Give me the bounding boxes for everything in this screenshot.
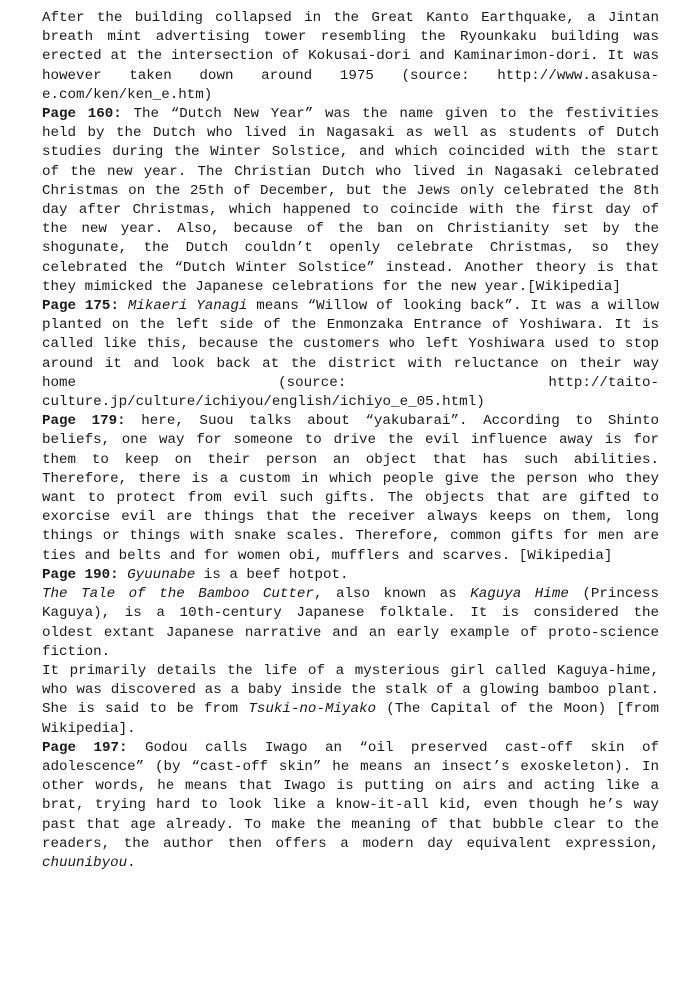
note-page-197: [42, 739, 659, 873]
note-bamboo-cutter-details-end: (The Capital of the Moon) [from Wikipedia].: [42, 701, 659, 737]
note-bamboo-cutter: [42, 585, 659, 662]
note-intro-text: After the building collapsed in the Great Kanto Earthquake, a Jintan breath mint advertising tower resembling the Ryounkaku building was erected at the intersection of Kokusai-dori and Kaminarimon-dori. It was however taken down around 1975 (source: http://www.asakusa-e.com/ken/ken_e.htm): [42, 10, 659, 103]
note-page-190-label: Page 190:: [42, 566, 119, 583]
note-intro: [42, 9, 659, 105]
note-page-190-term: Gyuunabe: [127, 566, 196, 583]
note-bamboo-cutter-text: (Princess Kaguya), is a 10th-century Japanese folktale. It is considered the oldest extant Japanese narrative and an early example of proto-science fiction.: [42, 586, 660, 660]
note-page-175-term: Mikaeri Yanagi: [127, 298, 248, 315]
note-bamboo-cutter-mid: , also known as: [313, 586, 471, 603]
note-page-190-text: is a beef hotpot.: [195, 566, 349, 583]
note-bamboo-cutter-place: Tsuki-no-Miyako: [248, 701, 377, 718]
note-page-175-text: means “Willow of looking back”. It was a willow planted on the left side of the Enmonzaka Entrance of Yoshiwara. It is called like this, because the customers who left Yoshiwara used to stop around it and look back at the district with reluctance on their way home (source: http://taito-culture.jp/culture/ichiyou/english/ichiyo_e_05.html): [42, 298, 660, 411]
note-page-175: [42, 297, 659, 412]
note-bamboo-cutter-alias: Kaguya Hime: [470, 586, 569, 603]
note-page-160-label: Page 160:: [42, 106, 122, 123]
note-page-175-label: Page 175:: [42, 298, 119, 315]
note-page-197-term: chuunibyou: [42, 854, 128, 871]
note-page-160: [42, 105, 659, 297]
note-page-190: [42, 566, 659, 585]
note-page-179-text: here, Suou talks about “yakubarai”. According to Shinto beliefs, one way for someone to drive the evil influence away is for them to keep on their person an object that has such abilities. Therefore, there is a custom in which people give the person who they want to protect from evil such gifts. The objects that are gifted to exorcise evil are things that the receiver always keeps on them, long things or things with snake scales. Therefore, common gifts for men are ties and belts and for women obi, mufflers and scarves. [Wikipedia]: [42, 413, 660, 564]
note-page-179-label: Page 179:: [42, 413, 126, 430]
note-page-179: [42, 412, 659, 566]
note-bamboo-cutter-title: The Tale of the Bamboo Cutter: [42, 586, 314, 603]
note-page-197-text: Godou calls Iwago an “oil preserved cast-off skin of adolescence” (by “cast-off skin” he means an insect’s exoskeleton). In other words, he means that Iwago is putting on airs and acting like a brat, trying hard to look like a know-it-all kid, even though he’s way past that age already. To make the meaning of that bubble clear to the readers, the author then offers a modern day equivalent expression,: [42, 739, 659, 852]
note-bamboo-cutter-details-text: It primarily details the life of a mysterious girl called Kaguya-hime, who was discovered as a baby inside the stalk of a glowing bamboo plant. She is said to be from: [42, 662, 659, 718]
note-bamboo-cutter-details: [42, 662, 659, 739]
note-page-197-label: Page 197:: [42, 739, 128, 756]
note-page-197-end: .: [127, 854, 136, 871]
note-page-160-text: The “Dutch New Year” was the name given to the festivities held by the Dutch who lived in Nagasaki as well as students of Dutch studies during the Winter Solstice, and which coincided with the start of the new year. The Christian Dutch who lived in Nagasaki celebrated Christmas on the 25th of December, but the Jews only celebrated the 8th day after Christmas, which happened to coincide with the first day of the new year. Also, because of the ban on Christianity set by the shogunate, the Dutch couldn’t openly celebrate Christmas, so they celebrated the “Dutch Winter Solstice” instead. Another theory is that they mimicked the Japanese celebrations for the new year.[Wikipedia]: [42, 106, 659, 295]
